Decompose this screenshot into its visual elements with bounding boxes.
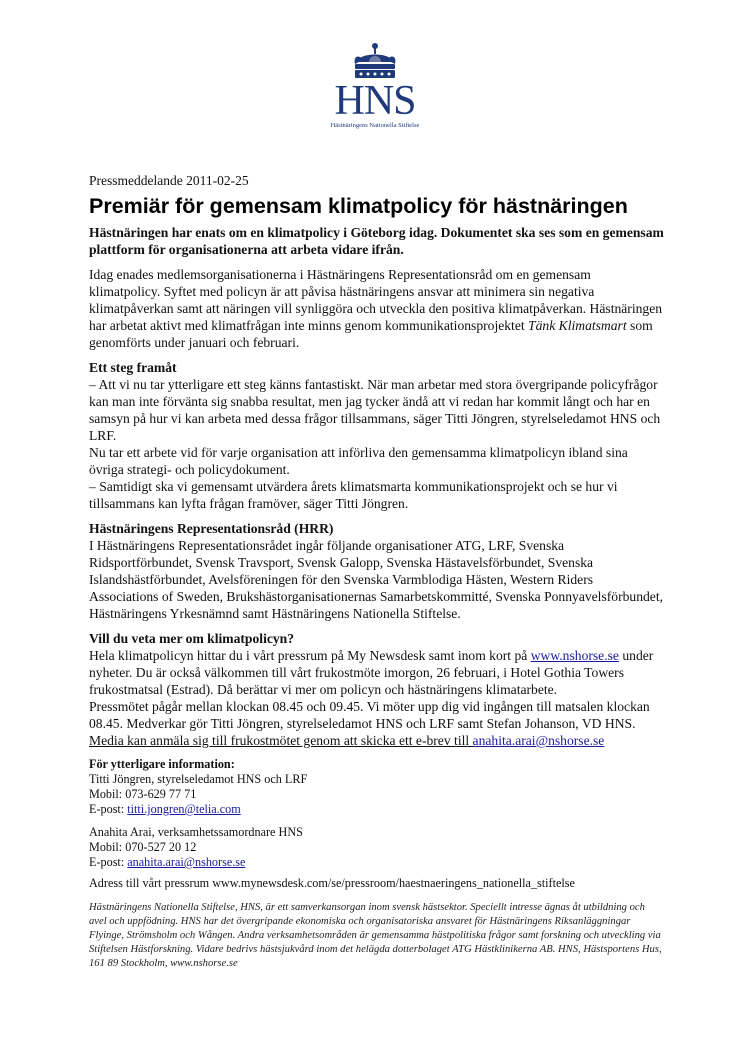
contact-1-name: Titti Jöngren, styrelseledamot HNS och LRF: [89, 772, 308, 786]
intro-text-end: som genomförts under januari och februari.: [89, 318, 653, 350]
contact-1-mobile: Mobil: 073-629 77 71: [89, 787, 197, 801]
hrr-paragraph: I Hästnäringens Representationsrådet ingår följande organisationer ATG, LRF, Svenska Ridsportförbundet, Svensk Travsport, Svensk Galopp, Svenska Hästavelsförbundet, Svenska Islandshästförbundet, Avelsföreningen för den Svenska Varmblodiga Hästen, Western Riders Associations of Sweden, Brukshästorganisationernas Samarbetskommitté, Svenska Ponnyavelsförbundet, Hästnäringens Yrkesnämnd samt Hästnäringens Nationella Stiftelse.: [89, 538, 663, 621]
contact-1-email-line: [89, 802, 664, 817]
intro-text: Idag enades medlemsorganisationerna i Hästnäringens Representationsråd om en gemensam klimatpolicy. Syftet med policyn är att påvisa hästnäringens ansvar att minimera sin negativa klimatpåverkan samt att näringen vill synliggöra och utveckla den positiva klimatpåverkan. Hästnäringen har arbetat aktivt med klimatfrågan inte minns genom kommunikationsprojektet: [89, 267, 663, 333]
contacts-section: [89, 757, 664, 870]
contacts-heading: För ytterligare information:: [89, 757, 235, 771]
headline: Premiär för gemensam klimatpolicy för hästnäringen: [89, 194, 628, 218]
step-heading: Ett steg framåt: [89, 360, 177, 375]
step-section: [89, 359, 664, 512]
more-info-section: [89, 630, 664, 749]
contact-2-email-line: [89, 855, 664, 870]
project-name: Tänk Klimatsmart: [528, 318, 627, 333]
step-paragraph-2: Nu tar ett arbete vid för varje organisation att införliva den gemensamma klimatpolicyn ibland sina övriga strategi- och policydokument.: [89, 445, 628, 477]
intro-paragraph: [89, 266, 664, 351]
contact-1-email-label: E-post:: [89, 802, 128, 816]
contact-2-email-link[interactable]: anahita.arai@nshorse.se: [127, 855, 246, 869]
logo-subtitle: Hästnäringens Nationella Stiftelse: [330, 122, 420, 129]
step-paragraph-3: – Samtidigt ska vi gemensamt utvärdera årets klimatsmarta kommunikationsprojekt och se hur vi tillsammans kan lyfta frågan framöver, säger Titti Jöngren.: [89, 479, 618, 511]
more-text-2: under nyheter. Du är också välkommen till vårt frukostmöte imorgon, 26 februari, i Hotel Gothia Towers frukostmatsal (Estrad). Då berättar vi mer om policyn och hästnäringens klimatarbete.: [89, 648, 654, 697]
pressroom-address: Adress till vårt pressrum www.mynewsdesk.com/se/pressroom/haestnaeringens_nationella_stiftelse: [89, 876, 575, 890]
hns-logo: [300, 42, 450, 142]
press-release-body: [89, 172, 664, 971]
date-line: Pressmeddelande 2011-02-25: [89, 173, 249, 188]
nshorse-link[interactable]: www.nshorse.se: [530, 648, 619, 663]
step-paragraph-1: – Att vi nu tar ytterligare ett steg känns fantastiskt. När man arbetar med stora övergripande policyfrågor kan man inte förvänta sig snabba resultat, men jag tycker ändå att vi redan har kommit långt och har en samsyn på hur vi kan arbeta med dessa frågor tillsammans, säger Titti Jöngren, styrelseledamot HNS och LRF.: [89, 377, 661, 443]
lead-paragraph: Hästnäringen har enats om en klimatpolicy i Göteborg idag. Dokumentet ska ses som en gemensam plattform för organisationerna att arbeta vidare ifrån.: [89, 225, 664, 257]
anahita-email-link[interactable]: anahita.arai@nshorse.se: [472, 733, 605, 748]
hrr-heading: Hästnäringens Representationsråd (HRR): [89, 521, 334, 536]
media-text: Media kan anmäla sig till frukostmötet genom att skicka ett e-brev till: [89, 733, 473, 748]
logo-letters: HNS: [334, 78, 416, 124]
more-paragraph-3: [89, 732, 664, 749]
hrr-section: [89, 520, 664, 622]
more-heading: Vill du veta mer om klimatpolicyn?: [89, 631, 295, 646]
contact-2-mobile: Mobil: 070-527 20 12: [89, 840, 197, 854]
more-text-1: Hela klimatpolicyn hittar du i vårt pressrum på My Newsdesk samt inom kort på: [89, 648, 531, 663]
more-paragraph-1: [89, 647, 664, 698]
footer-boilerplate: Hästnäringens Nationella Stiftelse, HNS, är ett samverkansorgan inom svensk hästsektor. Speciellt intresse ägnas åt utbildning och avel och uppfödning. HNS har det övergripande ekonomiska och organisatoriska ansvaret för Hästnäringens Riksanläggningar Flyinge, Strömsholm och Wången. Andra verksamhetsområden är gemensamma hästpolitiska frågor samt forskning och utveckling via Stiftelsen Hästforskning. Vidare bedrivs hästsjukvård inom det helägda dotterbolaget ATG Hästklinikerna AB. HNS, Hästsportens Hus, 161 89 Stockholm, www.nshorse.se: [89, 902, 662, 969]
contact-spacer: [89, 817, 664, 825]
contact-2-email-label: E-post:: [89, 855, 128, 869]
contact-2-name: Anahita Arai, verksamhetssamordnare HNS: [89, 825, 303, 839]
more-paragraph-2: Pressmötet pågår mellan klockan 08.45 och 09.45. Vi möter upp dig vid ingången till matsalen klockan 08.45. Medverkar gör Titti Jöngren, styrelseledamot HNS och LRF samt Stefan Johanson, VD HNS.: [89, 699, 650, 731]
contact-1-email-link[interactable]: titti.jongren@telia.com: [127, 802, 241, 816]
